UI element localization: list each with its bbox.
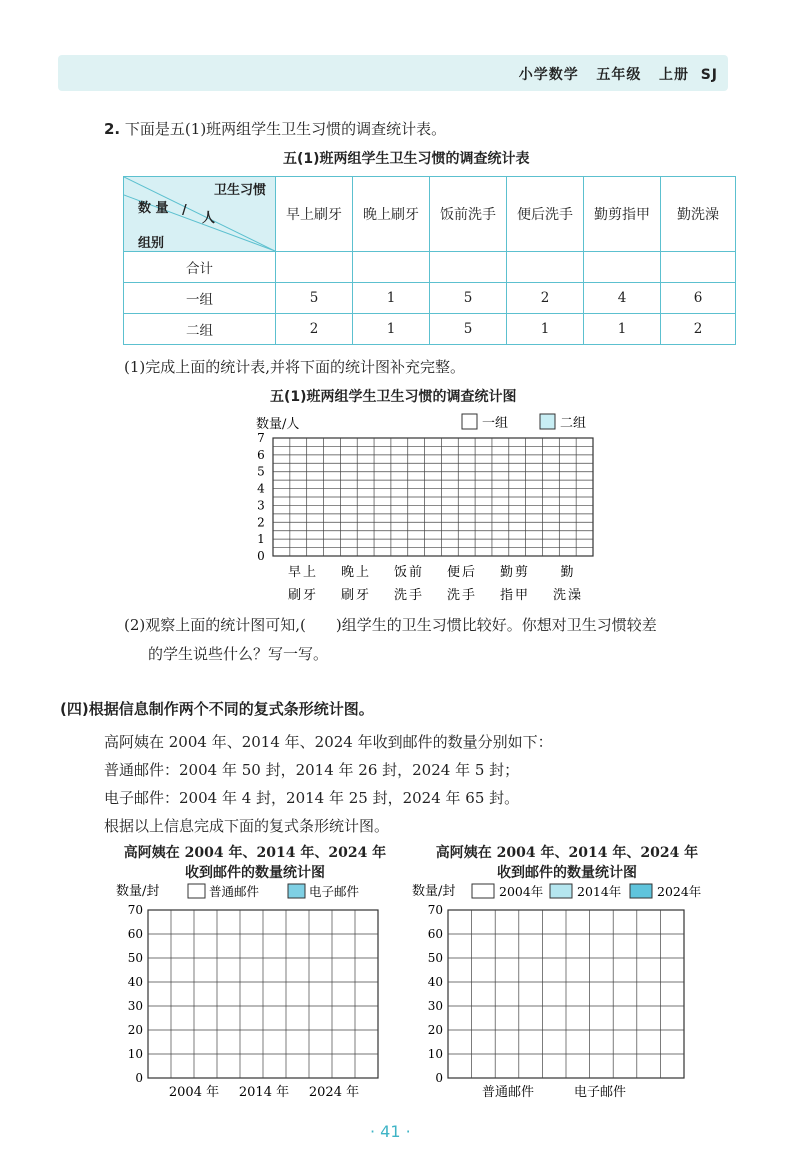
chart2-legend-label: 电子邮件 <box>309 884 360 899</box>
col-header: 晚上刷牙 <box>353 177 430 252</box>
chart3-xtick-label: 电子邮件 <box>573 1085 627 1100</box>
section4-info2: 普通邮件：2004 年 50 封，2014 年 26 封，2024 年 5 封； <box>104 761 520 779</box>
chart1-xtick-label: 指甲 <box>499 588 531 603</box>
chart3-title-line1: 高阿姨在 2004 年、2014 年、2024 年 <box>435 845 699 861</box>
chart2-ytick-label: 0 <box>135 1071 143 1085</box>
chart1-svg <box>240 410 620 605</box>
q2-number: 2. <box>104 120 121 138</box>
table-cell[interactable] <box>584 252 661 283</box>
section4-info4: 根据以上信息完成下面的复式条形统计图。 <box>104 817 390 835</box>
q2-intro-text: 下面是五(1)班两组学生卫生习惯的调查统计表。 <box>124 120 447 138</box>
chart3-ytick-label: 30 <box>427 999 443 1013</box>
q2-part2-line1: (2)观察上面的统计图可知,( )组学生的卫生习惯比较好。你想对卫生习惯较差 <box>124 616 657 634</box>
header-grade: 五年级 <box>596 67 642 83</box>
chart3-ytick-label: 60 <box>427 927 443 941</box>
chart1-ytick-label: 6 <box>257 447 265 462</box>
chart1-ytick-label: 5 <box>257 464 265 479</box>
chart1-xtick-label: 勤剪 <box>499 565 531 580</box>
table-cell: 1 <box>507 314 584 345</box>
chart2-ytick-label: 30 <box>127 999 143 1013</box>
chart2-xtick-label: 2024 年 <box>308 1085 360 1100</box>
col-header: 勤剪指甲 <box>584 177 661 252</box>
chart3-svg <box>410 880 720 1102</box>
col-header: 饭前洗手 <box>430 177 507 252</box>
col-header: 早上刷牙 <box>276 177 353 252</box>
row-label: 二组 <box>124 314 276 345</box>
chart1-xtick-label: 晚上 <box>340 565 372 580</box>
q2-intro <box>104 118 446 139</box>
header-edition: SJ <box>700 67 718 83</box>
table-cell[interactable] <box>276 252 353 283</box>
chart1-xtick-label: 刷牙 <box>287 588 319 603</box>
page-number: · 41 · <box>370 1122 411 1141</box>
corner-label-person: 人 <box>202 211 216 226</box>
header-subject: 小学数学 <box>518 67 579 83</box>
chart2-ylabel: 数量/封 <box>116 884 160 899</box>
chart1-xtick-label: 饭前 <box>393 565 425 580</box>
chart1-ytick-label: 1 <box>257 532 265 547</box>
chart3-ytick-label: 70 <box>427 903 443 917</box>
table-cell[interactable] <box>507 252 584 283</box>
chart1-xtick-label: 刷牙 <box>340 588 372 603</box>
chart1-xtick-label: 勤 <box>560 565 576 580</box>
chart2-ytick-label: 70 <box>127 903 143 917</box>
chart2-ytick-label: 50 <box>127 951 143 965</box>
chart3-legend-swatch <box>550 884 572 898</box>
chart2-ytick-label: 40 <box>127 975 143 989</box>
table-row-group2 <box>124 314 736 345</box>
chart3-legend-label: 2004年 <box>499 884 544 899</box>
table-cell[interactable] <box>353 252 430 283</box>
table-cell: 4 <box>584 283 661 314</box>
q2-part2-line2: 的学生说些什么？写一写。 <box>148 645 329 663</box>
chart3-title-line2: 收到邮件的数量统计图 <box>497 865 637 881</box>
table-cell: 5 <box>430 283 507 314</box>
section4-info1: 高阿姨在 2004 年、2014 年、2024 年收到邮件的数量分别如下： <box>104 733 553 751</box>
chart3-ylabel: 数量/封 <box>412 884 456 899</box>
table-cell: 6 <box>661 283 736 314</box>
chart2-legend-swatch <box>188 884 205 898</box>
chart3-legend-label: 2024年 <box>657 884 702 899</box>
chart2-ytick-label: 20 <box>127 1023 143 1037</box>
table-row-total <box>124 252 736 283</box>
chart1-xtick-label: 洗澡 <box>552 588 584 603</box>
chart1-ylabel: 数量/人 <box>256 417 300 432</box>
corner-label-group: 组别 <box>138 236 165 251</box>
chart2-legend-swatch <box>288 884 305 898</box>
table-cell: 1 <box>584 314 661 345</box>
chart1-legend-label: 一组 <box>482 416 509 431</box>
table-title: 五(1)班两组学生卫生习惯的调查统计表 <box>283 151 530 167</box>
corner-label-habit: 卫生习惯 <box>214 183 267 198</box>
table-cell: 1 <box>353 283 430 314</box>
table-cell: 2 <box>507 283 584 314</box>
chart3-legend-swatch <box>630 884 652 898</box>
row-label: 合计 <box>124 252 276 283</box>
table-cell: 5 <box>430 314 507 345</box>
col-header: 便后洗手 <box>507 177 584 252</box>
chart3-ytick-label: 40 <box>427 975 443 989</box>
chart2-xtick-label: 2014 年 <box>238 1085 290 1100</box>
chart1-ytick-label: 7 <box>257 431 265 445</box>
chart3-legend-label: 2014年 <box>577 884 622 899</box>
chart2-legend-label: 普通邮件 <box>209 884 260 899</box>
chart1-legend-label: 二组 <box>560 416 587 431</box>
page-header <box>519 64 718 84</box>
corner-label-slash: / <box>182 203 187 218</box>
chart1-ytick-label: 3 <box>257 498 265 513</box>
chart1-title: 五(1)班两组学生卫生习惯的调查统计图 <box>270 389 517 405</box>
stat-table <box>123 176 736 345</box>
header-volume: 上册 <box>658 67 689 83</box>
chart3-ytick-label: 20 <box>427 1023 443 1037</box>
section4-title: (四)根据信息制作两个不同的复式条形统计图。 <box>60 700 374 718</box>
chart3-xtick-label: 普通邮件 <box>481 1085 535 1100</box>
chart3-ytick-label: 10 <box>427 1047 443 1061</box>
table-row-group1 <box>124 283 736 314</box>
corner-label-qty: 数 量 <box>138 201 169 216</box>
chart1-legend-swatch <box>540 414 555 429</box>
chart1-xtick-label: 便后 <box>446 565 478 580</box>
table-cell[interactable] <box>661 252 736 283</box>
table-cell: 2 <box>661 314 736 345</box>
chart1-ytick-label: 4 <box>257 481 265 496</box>
col-header: 勤洗澡 <box>661 177 736 252</box>
chart2-ytick-label: 10 <box>127 1047 143 1061</box>
chart1-xtick-label: 早上 <box>287 565 319 580</box>
chart2-ytick-label: 60 <box>127 927 143 941</box>
chart1-xtick-label: 洗手 <box>446 588 478 603</box>
table-cell: 1 <box>353 314 430 345</box>
table-corner-cell <box>124 177 276 252</box>
table-cell: 2 <box>276 314 353 345</box>
table-cell[interactable] <box>430 252 507 283</box>
chart3-title <box>432 842 702 882</box>
chart2-svg <box>108 880 398 1102</box>
chart3-ytick-label: 0 <box>435 1071 443 1085</box>
table-header-row <box>124 177 736 252</box>
section4-info3: 电子邮件：2004 年 4 封，2014 年 25 封，2024 年 65 封。 <box>104 789 520 807</box>
chart2-title-line2: 收到邮件的数量统计图 <box>185 865 325 881</box>
chart2-title <box>120 842 390 882</box>
chart1-xtick-label: 洗手 <box>393 588 425 603</box>
row-label: 一组 <box>124 283 276 314</box>
chart2-title-line1: 高阿姨在 2004 年、2014 年、2024 年 <box>123 845 387 861</box>
chart3-legend-swatch <box>472 884 494 898</box>
q2-part1: (1)完成上面的统计表,并将下面的统计图补充完整。 <box>124 358 466 376</box>
chart2-xtick-label: 2004 年 <box>168 1085 220 1100</box>
chart3-ytick-label: 50 <box>427 951 443 965</box>
table-cell: 5 <box>276 283 353 314</box>
chart1-legend-swatch <box>462 414 477 429</box>
chart1-ytick-label: 0 <box>257 549 265 563</box>
chart1-ytick-label: 2 <box>257 515 265 530</box>
